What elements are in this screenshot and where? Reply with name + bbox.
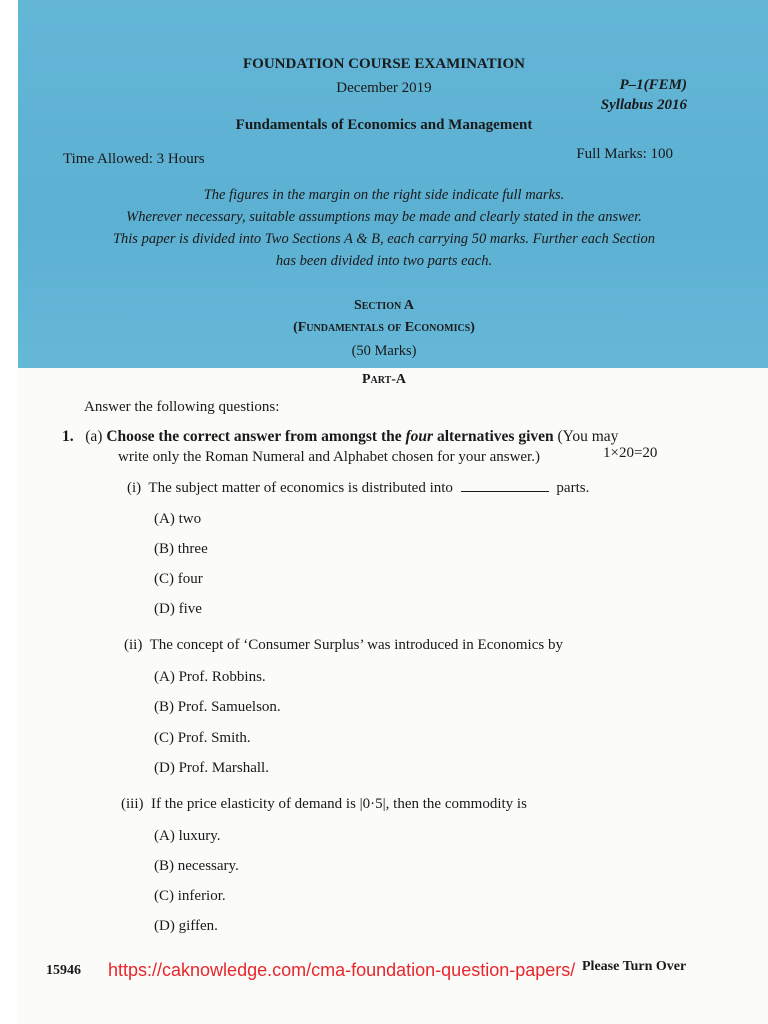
answer-instruction: Answer the following questions:	[84, 399, 280, 415]
option-c: (C) four	[154, 571, 203, 587]
instruction-line: Wherever necessary, suitable assumptions may be made and clearly stated in the answer.	[126, 209, 642, 225]
option-d: (D) Prof. Marshall.	[154, 760, 269, 776]
question-i	[127, 479, 589, 497]
q-number: 1.	[62, 428, 74, 445]
question-ii	[124, 637, 563, 654]
q-text: The concept of ‘Consumer Surplus’ was introduced in Economics by	[149, 637, 563, 653]
option-c: (C) inferior.	[154, 888, 226, 904]
section-subtitle: (Fundamentals of Economics)	[293, 320, 475, 335]
q-text-after: parts.	[556, 480, 590, 496]
q-lead-plain: (You may	[557, 428, 619, 445]
time-allowed: Time Allowed: 3 Hours	[63, 151, 205, 167]
option-b: (B) three	[154, 541, 208, 557]
instruction-line: This paper is divided into Two Sections A & B, each carrying 50 marks. Further each Section	[112, 231, 656, 247]
q-text: The subject matter of economics is distributed into	[148, 480, 453, 496]
section-title: Section A	[353, 298, 415, 313]
exam-title: FOUNDATION COURSE EXAMINATION	[243, 56, 525, 72]
q-num: (iii)	[121, 796, 144, 812]
scan-edge	[0, 0, 18, 1024]
option-a: (A) two	[154, 511, 202, 527]
question-iii	[121, 796, 527, 813]
q-lead-bold: Choose the correct answer from amongst the	[106, 428, 402, 445]
question-number	[62, 428, 618, 446]
q-sub-label: (a)	[85, 428, 103, 445]
instruction-line: The figures in the margin on the right side indicate full marks.	[203, 187, 565, 203]
full-marks: Full Marks: 100	[576, 146, 673, 162]
option-b: (B) Prof. Samuelson.	[154, 699, 281, 715]
option-a: (A) Prof. Robbins.	[154, 669, 266, 685]
instruction-line: has been divided into two parts each.	[275, 253, 493, 269]
q-lead-bold-2: alternatives given	[436, 428, 554, 445]
q-num: (ii)	[124, 637, 143, 653]
option-d: (D) giffen.	[154, 918, 218, 934]
turn-over-note: Please Turn Over	[582, 959, 687, 974]
option-c: (C) Prof. Smith.	[154, 730, 251, 746]
q-lead-italic: four	[405, 428, 434, 445]
answer-blank	[461, 479, 549, 492]
option-b: (B) necessary.	[154, 858, 239, 874]
source-link[interactable]: https://caknowledge.com/cma-foundation-question-papers/	[108, 960, 576, 980]
q-num: (i)	[127, 480, 142, 496]
q-text: If the price elasticity of demand is |0·5|, then the commodity is	[151, 796, 527, 812]
option-d: (D) five	[154, 601, 202, 617]
section-marks: (50 Marks)	[351, 343, 417, 359]
subject-title: Fundamentals of Economics and Management	[235, 117, 533, 133]
syllabus-label: Syllabus 2016	[600, 97, 687, 113]
option-a: (A) luxury.	[154, 828, 221, 844]
exam-session: December 2019	[336, 80, 432, 96]
q-marks: 1×20=20	[603, 445, 658, 461]
q-lead-line2: write only the Roman Numeral and Alphabet chosen for your answer.)	[118, 449, 540, 465]
paper-code: P–1(FEM)	[619, 77, 687, 93]
paper-serial: 15946	[46, 963, 81, 978]
part-title: Part-A	[361, 372, 407, 387]
